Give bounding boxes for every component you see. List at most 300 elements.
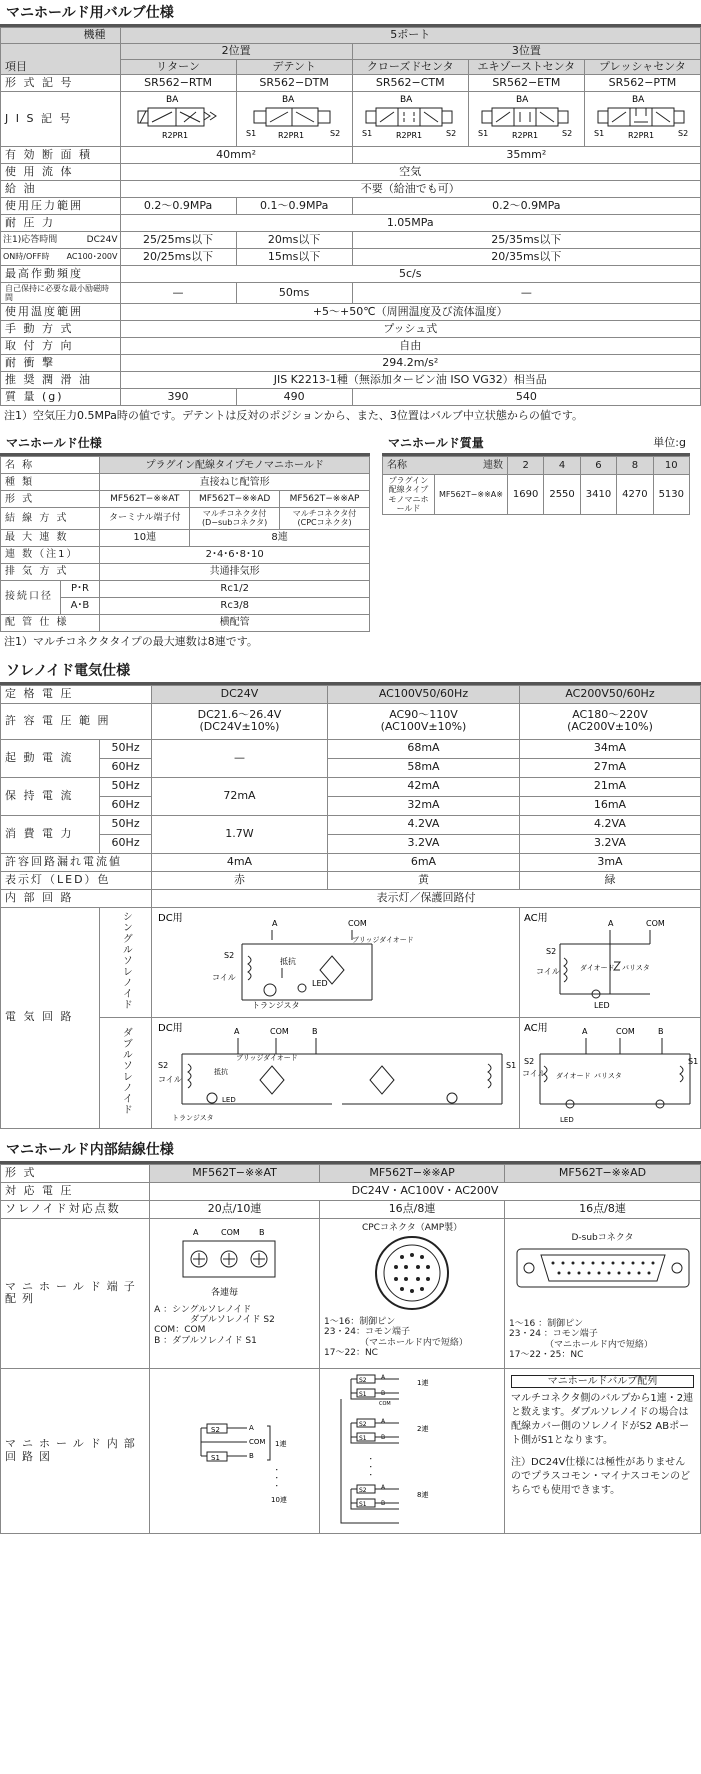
resp-ac-label: AC100･200V <box>66 252 118 262</box>
mass-count-4: 4 <box>544 457 580 475</box>
svg-text:BA: BA <box>400 95 413 106</box>
port5-label: 5ポート <box>120 28 701 44</box>
svg-text:S1: S1 <box>506 1061 517 1071</box>
array-note: 注）DC24V仕様には極性がありませんのでプラスコモン・マイナスコモンのどちらでも使用できます。 <box>511 1457 691 1497</box>
svg-text:S2: S2 <box>210 1425 220 1434</box>
manifold-spec-title: マニホールド仕様 <box>0 432 370 456</box>
iw-model-ad: MF562T−※※AD <box>505 1164 701 1182</box>
rated-ac100: AC100V50/60Hz <box>327 685 519 703</box>
svg-text:トランジスタ: トランジスタ <box>172 1114 215 1123</box>
svg-text:バリスタ: バリスタ <box>593 1072 622 1081</box>
resp-label-1: 注1)応答時間 <box>3 234 58 245</box>
range-ac100-cell <box>327 703 519 739</box>
mass-count-6: 6 <box>580 457 616 475</box>
manifold-spec-table <box>0 456 370 631</box>
type-label: 形 式 記 号 <box>1 75 121 92</box>
iw-terminal-ad <box>505 1218 701 1368</box>
iw-terminal-ap <box>320 1218 505 1368</box>
svg-text:DC用: DC用 <box>158 1023 184 1035</box>
svg-text:S2: S2 <box>224 950 235 960</box>
item-label: 項目 <box>1 44 121 75</box>
svg-text:B: B <box>248 1451 254 1460</box>
pressure-label: 使用圧力範囲 <box>1 197 121 214</box>
array-text: マルチコネクタ側のバルブから1連・2連と数えます。ダブルソレノイドの場合は配線カバー側のソレノイドがS2 ABポート側がS1となります。 <box>511 1393 694 1447</box>
mf-model-at: MF562T−※※AT <box>100 491 190 508</box>
svg-text:A: A <box>380 1417 385 1425</box>
power-label: 消 費 電 力 <box>1 815 100 853</box>
internal-wiring-table <box>0 1164 701 1534</box>
iw-model-at: MF562T−※※AT <box>150 1164 320 1182</box>
range-ac100: AC90〜110V <box>389 707 458 721</box>
internal-wiring-section <box>0 1137 701 1534</box>
power-ac200-50: 4.2VA <box>519 815 700 834</box>
svg-text:A: A <box>607 918 614 928</box>
start-ac200-60: 27mA <box>519 758 700 777</box>
response-time-label-2 <box>1 248 121 265</box>
lube-value: JIS K2213-1種（無添加タービン油 ISO VG32）相当品 <box>120 372 701 389</box>
mass-header-cell <box>383 457 508 475</box>
svg-text:A: A <box>581 1027 588 1037</box>
iw-array-cell <box>505 1368 701 1533</box>
cpc-caption: CPCコネクタ（AMP製） <box>361 1222 463 1233</box>
svg-text:S1: S1 <box>246 129 257 139</box>
manual-value: プッシュ式 <box>120 321 701 338</box>
valve-spec-table <box>0 27 701 406</box>
svg-text:COM: COM <box>270 1027 290 1037</box>
svg-text:S2: S2 <box>545 946 557 956</box>
svg-text:A: A <box>380 1483 385 1491</box>
mf-max-at: 10連 <box>100 529 190 546</box>
svg-text:･: ･ <box>368 1454 373 1463</box>
iw-points-ap: 16点/8連 <box>320 1200 505 1218</box>
start-ac100-60: 58mA <box>327 758 519 777</box>
rated-label: 定 格 電 圧 <box>1 685 152 703</box>
svg-text:LED: LED <box>312 978 329 988</box>
resp-dc-3pos: 25/35ms以下 <box>352 231 700 248</box>
leak-ac100: 6mA <box>327 853 519 871</box>
area-2pos: 40mm² <box>120 146 352 163</box>
area-3pos: 35mm² <box>352 146 700 163</box>
ac-double-circuit <box>519 1018 700 1129</box>
svg-text:S2: S2 <box>158 1061 169 1071</box>
cpc-legend <box>324 1317 500 1358</box>
svg-text:トランジスタ: トランジスタ <box>252 1000 301 1010</box>
fluid-label: 使 用 流 体 <box>1 163 121 180</box>
jis-symbol-etm <box>468 92 584 147</box>
led-ac100: 黄 <box>327 871 519 889</box>
manual-label: 手 動 方 式 <box>1 321 121 338</box>
type-rtm: SR562−RTM <box>120 75 236 92</box>
solenoid-spec-table <box>0 685 701 1129</box>
svg-text:抵抗: 抵抗 <box>214 1068 229 1077</box>
fluid-value: 空気 <box>120 163 701 180</box>
power-ac200-60: 3.2VA <box>519 834 700 853</box>
svg-text:LED: LED <box>593 1000 610 1010</box>
mf-kind: 直接ねじ配管形 <box>100 474 370 491</box>
hold-ac200-50: 21mA <box>519 777 700 796</box>
range-dc: DC21.6〜26.4V <box>197 707 282 721</box>
svg-text:1連: 1連 <box>274 1439 287 1448</box>
dsub-legend-3: 17〜22・25：NC <box>509 1349 584 1360</box>
svg-text:A: A <box>380 1373 385 1381</box>
range-ac100-sub: (AC100V±10%) <box>380 720 467 734</box>
svg-text:ブリッジダイオード: ブリッジダイオード <box>352 935 415 944</box>
power-ac100-60: 3.2VA <box>327 834 519 853</box>
at-legend <box>154 1305 315 1346</box>
double-solenoid-label-cell <box>100 1018 152 1129</box>
internal-label: 内 部 回 路 <box>1 889 152 907</box>
svg-text:8連: 8連 <box>416 1490 428 1499</box>
mass-name-label: 名称 <box>387 460 407 472</box>
svg-text:S2: S2 <box>562 129 573 139</box>
at-legend-3: B ：ダブルソレノイド S1 <box>154 1335 257 1346</box>
mf-pr: Rc1/2 <box>100 580 370 597</box>
svg-text:A: A <box>272 918 278 928</box>
hold-ac100-50: 42mA <box>327 777 519 796</box>
iw-points-label: ソレノイド対応点数 <box>1 1200 150 1218</box>
svg-text:B: B <box>258 1227 265 1237</box>
iw-model-ap: MF562T−※※AP <box>320 1164 505 1182</box>
svg-text:S1: S1 <box>478 129 489 139</box>
svg-text:COM: COM <box>220 1227 240 1237</box>
hold-50hz: 50Hz <box>100 777 152 796</box>
svg-text:コイル: コイル <box>535 966 560 976</box>
mf-name: プラグイン配線タイプモノマニホールド <box>100 457 370 474</box>
svg-text:BA: BA <box>632 95 645 106</box>
pressure-3pos: 0.2〜0.9MPa <box>352 197 700 214</box>
iw-circuit-label: マニホールド内部回路図 <box>1 1368 150 1533</box>
manifold-spec-section <box>0 432 370 649</box>
svg-text:･: ･ <box>274 1481 279 1490</box>
start-60hz: 60Hz <box>100 758 152 777</box>
hold-60hz: 60Hz <box>100 796 152 815</box>
hold-dc: 72mA <box>151 777 327 815</box>
mass-row-name: プラグイン配線タイプモノマニホールド <box>383 475 435 515</box>
svg-text:S2: S2 <box>678 129 689 139</box>
iw-terminal-at <box>150 1218 320 1368</box>
resp-label-2: ON時/OFF時 <box>3 252 50 262</box>
circuit-label: 電 気 回 路 <box>1 907 100 1128</box>
svg-text:R2PR1: R2PR1 <box>278 131 305 141</box>
resp-dc-rtm: 25/25ms以下 <box>120 231 236 248</box>
mass-row-model: MF562T−※※A※ <box>435 475 508 515</box>
temp-value: +5〜+50℃（周囲温度及び流体温度） <box>120 304 701 321</box>
single-solenoid-label: シングルソレノイド <box>120 911 132 1011</box>
mf-count: 2･4･6･8･10 <box>100 546 370 563</box>
oil-label: 給 油 <box>1 180 121 197</box>
cpc-connector-icon <box>362 1233 462 1313</box>
mass-rtm: 390 <box>120 389 236 406</box>
svg-text:S1: S1 <box>358 1390 367 1398</box>
pressure-rtm: 0.2〜0.9MPa <box>120 197 236 214</box>
svg-text:S1: S1 <box>687 1057 699 1067</box>
temp-label: 使用温度範囲 <box>1 304 121 321</box>
led-ac200: 緑 <box>519 871 700 889</box>
mass-dtm: 490 <box>236 389 352 406</box>
svg-text:ダイオード: ダイオード <box>579 963 615 972</box>
cpc-legend-0: 1〜16：制御ピン <box>324 1316 396 1327</box>
mf-wiring-ap: マルチコネクタ付(CPCコネクタ) <box>280 508 370 529</box>
svg-text:･: ･ <box>368 1470 373 1479</box>
range-ac200-sub: (AC200V±10%) <box>567 720 653 734</box>
iw-voltage-label: 対 応 電 圧 <box>1 1182 150 1200</box>
col-return: リターン <box>120 59 236 75</box>
mass-value-4: 2550 <box>544 475 580 515</box>
svg-text:DC用: DC用 <box>158 912 184 924</box>
led-label: 表示灯（LED）色 <box>1 871 152 889</box>
manifold-mass-title: マニホールド質量 <box>388 436 484 451</box>
mf-ab: Rc3/8 <box>100 597 370 614</box>
start-50hz: 50Hz <box>100 739 152 758</box>
mf-wiring-at: ターミナル端子付 <box>100 508 190 529</box>
impact-label: 耐 衝 撃 <box>1 355 121 372</box>
mass-value-8: 4270 <box>617 475 653 515</box>
mf-ab-label: A･B <box>60 597 100 614</box>
svg-text:R2PR1: R2PR1 <box>396 131 423 141</box>
jis-label: J I S 記 号 <box>1 92 121 147</box>
svg-text:A: A <box>248 1423 254 1432</box>
svg-text:LED: LED <box>559 1116 574 1125</box>
power-ac100-50: 4.2VA <box>327 815 519 834</box>
svg-text:10連: 10連 <box>270 1495 287 1504</box>
svg-text:COM: COM <box>248 1437 265 1446</box>
col-closed-center: クローズドセンタ <box>352 59 468 75</box>
area-label: 有 効 断 面 積 <box>1 146 121 163</box>
mf-count-label: 連 数（注1） <box>1 546 100 563</box>
mass-count-label: 連数 <box>482 460 503 472</box>
hold-time-label: 自己保持に必要な最小励磁時間 <box>1 282 121 303</box>
svg-text:･: ･ <box>274 1473 279 1482</box>
iw-circuit-at <box>150 1368 320 1533</box>
jis-symbol-ctm <box>352 92 468 147</box>
svg-text:AC用: AC用 <box>523 912 548 924</box>
mf-model-label: 形 式 <box>1 491 100 508</box>
svg-text:抵抗: 抵抗 <box>280 956 297 966</box>
mass-3pos: 540 <box>352 389 700 406</box>
array-title: マニホールドバルブ配列 <box>511 1375 694 1389</box>
dsub-legend-1: 23・24 ：コモン端子 <box>509 1329 598 1340</box>
mass-value-2: 1690 <box>507 475 543 515</box>
svg-text:BA: BA <box>516 95 529 106</box>
internal-value: 表示灯／保護回路付 <box>151 889 700 907</box>
iw-voltage: DC24V・AC100V・AC200V <box>150 1182 701 1200</box>
single-solenoid-label-cell <box>100 907 152 1018</box>
resp-dc-dtm: 20ms以下 <box>236 231 352 248</box>
at-circuit-diagram <box>151 1374 319 1524</box>
svg-text:S2: S2 <box>358 1420 367 1428</box>
pos2-label: 2位置 <box>120 44 352 60</box>
valve-spec-note: 注1）空気圧力0.5MPa時の値です。デテントは反対のポジションから、また、3位置はバルブ中立状態からの値です。 <box>4 409 584 423</box>
svg-text:S1: S1 <box>362 129 373 139</box>
start-label: 起 動 電 流 <box>1 739 100 777</box>
range-ac200-cell <box>519 703 700 739</box>
svg-text:ブリッジダイオード: ブリッジダイオード <box>236 1054 299 1063</box>
type-ctm: SR562−CTM <box>352 75 468 92</box>
ac-single-circuit <box>519 907 700 1018</box>
range-label: 許 容 電 圧 範 囲 <box>1 703 152 739</box>
power-60hz: 60Hz <box>100 834 152 853</box>
jis-symbol-dtm <box>236 92 352 147</box>
mass-count-10: 10 <box>653 457 689 475</box>
mf-name-label: 名 称 <box>1 457 100 474</box>
mf-exhaust: 共通排気形 <box>100 563 370 580</box>
terminal-block-diagram <box>155 1223 315 1301</box>
hold-3pos: — <box>352 282 700 303</box>
mass-count-2: 2 <box>507 457 543 475</box>
lube-label: 推 奨 潤 滑 油 <box>1 372 121 389</box>
iw-terminal-label: マニホールド端子配列 <box>1 1218 150 1368</box>
proof-value: 1.05MPa <box>120 214 701 231</box>
manifold-spec-row <box>0 432 701 649</box>
iw-circuit-ap <box>320 1368 505 1533</box>
mf-port-label: 接続口径 <box>1 580 61 614</box>
dsub-legend <box>509 1319 696 1360</box>
svg-text:LED: LED <box>222 1096 237 1105</box>
start-ac100-50: 68mA <box>327 739 519 758</box>
mass-value-6: 3410 <box>580 475 616 515</box>
resp-ac-dtm: 15ms以下 <box>236 248 352 265</box>
rated-ac200: AC200V50/60Hz <box>519 685 700 703</box>
start-ac200-50: 34mA <box>519 739 700 758</box>
internal-wiring-title: マニホールド内部結線仕様 <box>0 1137 701 1164</box>
dsub-legend-2: （マニホールド内で短絡） <box>545 1339 653 1350</box>
hold-ac200-60: 16mA <box>519 796 700 815</box>
svg-text:2連: 2連 <box>416 1424 428 1433</box>
power-dc: 1.7W <box>151 815 327 853</box>
iw-model-label: 形 式 <box>1 1164 150 1182</box>
col-detent: デテント <box>236 59 352 75</box>
mf-max-other: 8連 <box>190 529 370 546</box>
resp-ac-3pos: 20/35ms以下 <box>352 248 700 265</box>
svg-text:バリスタ: バリスタ <box>621 963 650 972</box>
svg-text:･: ･ <box>368 1462 373 1471</box>
at-legend-0: A ：シングルソレノイド <box>154 1304 252 1315</box>
svg-text:BA: BA <box>166 95 179 106</box>
start-dc: — <box>151 739 327 777</box>
ap-circuit-diagram <box>321 1369 504 1529</box>
svg-text:A: A <box>192 1227 199 1237</box>
hold-rtm: — <box>120 282 236 303</box>
rated-dc: DC24V <box>151 685 327 703</box>
mf-exhaust-label: 排 気 方 式 <box>1 563 100 580</box>
svg-text:S2: S2 <box>358 1486 367 1494</box>
col-pressure-center: プレッシャセンタ <box>584 59 700 75</box>
svg-text:コイル: コイル <box>212 972 237 982</box>
cpc-legend-1: 23・24：コモン端子 <box>324 1327 410 1338</box>
svg-text:COM: COM <box>378 1400 391 1407</box>
svg-text:S2: S2 <box>330 129 341 139</box>
svg-text:･: ･ <box>274 1465 279 1474</box>
svg-text:ダイオード: ダイオード <box>555 1072 591 1081</box>
svg-text:S2: S2 <box>523 1057 535 1067</box>
svg-text:COM: COM <box>615 1027 635 1037</box>
power-50hz: 50Hz <box>100 815 152 834</box>
svg-text:S2: S2 <box>358 1376 367 1384</box>
led-dc: 赤 <box>151 871 327 889</box>
leak-ac200: 3mA <box>519 853 700 871</box>
svg-text:コイル: コイル <box>521 1069 546 1079</box>
double-solenoid-label: ダブルソレノイド <box>120 1027 132 1116</box>
dsub-connector-icon <box>513 1243 693 1293</box>
resp-dc-label: DC24V <box>86 234 118 245</box>
manifold-mass-section <box>382 432 690 649</box>
leak-dc: 4mA <box>151 853 327 871</box>
svg-text:B: B <box>380 1499 385 1507</box>
svg-text:B: B <box>312 1027 318 1037</box>
proof-label: 耐 圧 力 <box>1 214 121 231</box>
range-dc-cell <box>151 703 327 739</box>
mf-model-ad: MF562T−※※AD <box>190 491 280 508</box>
pressure-dtm: 0.1〜0.9MPa <box>236 197 352 214</box>
svg-text:S1: S1 <box>358 1500 367 1508</box>
mf-wiring-ad: マルチコネクタ付(D−subコネクタ) <box>190 508 280 529</box>
mf-max-label: 最 大 連 数 <box>1 529 100 546</box>
range-ac200: AC180〜220V <box>572 707 648 721</box>
oil-value: 不要（給油でも可） <box>120 180 701 197</box>
response-time-label <box>1 231 121 248</box>
type-dtm: SR562−DTM <box>236 75 352 92</box>
svg-text:B: B <box>380 1433 385 1441</box>
svg-text:各連毎: 各連毎 <box>210 1287 238 1298</box>
iw-points-ad: 16点/8連 <box>505 1200 701 1218</box>
svg-text:S2: S2 <box>446 129 457 139</box>
freq-label: 最高作動頻度 <box>1 265 121 282</box>
solenoid-spec-title: ソレノイド電気仕様 <box>0 658 701 685</box>
svg-text:AC用: AC用 <box>523 1023 548 1035</box>
mf-pr-label: P･R <box>60 580 100 597</box>
svg-text:COM: COM <box>645 918 665 928</box>
hold-label: 保 持 電 流 <box>1 777 100 815</box>
svg-text:R2PR1: R2PR1 <box>162 131 189 141</box>
manifold-mass-table <box>382 456 690 515</box>
type-ptm: SR562−PTM <box>584 75 700 92</box>
svg-text:B: B <box>657 1027 664 1037</box>
svg-text:R2PR1: R2PR1 <box>512 131 539 141</box>
mass-label: 質 量 (g) <box>1 389 121 406</box>
at-legend-2: COM：COM <box>154 1325 206 1336</box>
impact-value: 294.2m/s² <box>120 355 701 372</box>
iw-points-at: 20点/10連 <box>150 1200 320 1218</box>
svg-text:B: B <box>380 1389 385 1397</box>
svg-text:S1: S1 <box>594 129 605 139</box>
hold-ac100-60: 32mA <box>327 796 519 815</box>
manifold-mass-unit: 単位:g <box>653 436 686 450</box>
leak-label: 許容回路漏れ電流値 <box>1 853 152 871</box>
jis-symbol-ptm <box>584 92 700 147</box>
svg-text:BA: BA <box>282 95 295 106</box>
mass-count-8: 8 <box>617 457 653 475</box>
svg-text:1連: 1連 <box>416 1378 428 1387</box>
mf-piping: 横配管 <box>100 614 370 631</box>
dc-double-circuit <box>151 1018 519 1129</box>
svg-text:A: A <box>234 1027 240 1037</box>
at-legend-1: ダブルソレノイド S2 <box>190 1314 275 1325</box>
mass-value-10: 5130 <box>653 475 689 515</box>
dc-single-circuit <box>151 907 519 1018</box>
freq-value: 5c/s <box>120 265 701 282</box>
valve-spec-title: マニホールド用バルブ仕様 <box>0 0 701 27</box>
mount-value: 自由 <box>120 338 701 355</box>
svg-text:コイル: コイル <box>158 1075 183 1085</box>
mount-label: 取 付 方 向 <box>1 338 121 355</box>
mf-kind-label: 種 類 <box>1 474 100 491</box>
type-etm: SR562−ETM <box>468 75 584 92</box>
pos3-label: 3位置 <box>352 44 700 60</box>
model-label: 機種 <box>1 28 121 44</box>
dsub-caption: D-subコネクタ <box>571 1232 634 1243</box>
manifold-mass-header <box>382 432 690 456</box>
svg-text:R2PR1: R2PR1 <box>628 131 655 141</box>
